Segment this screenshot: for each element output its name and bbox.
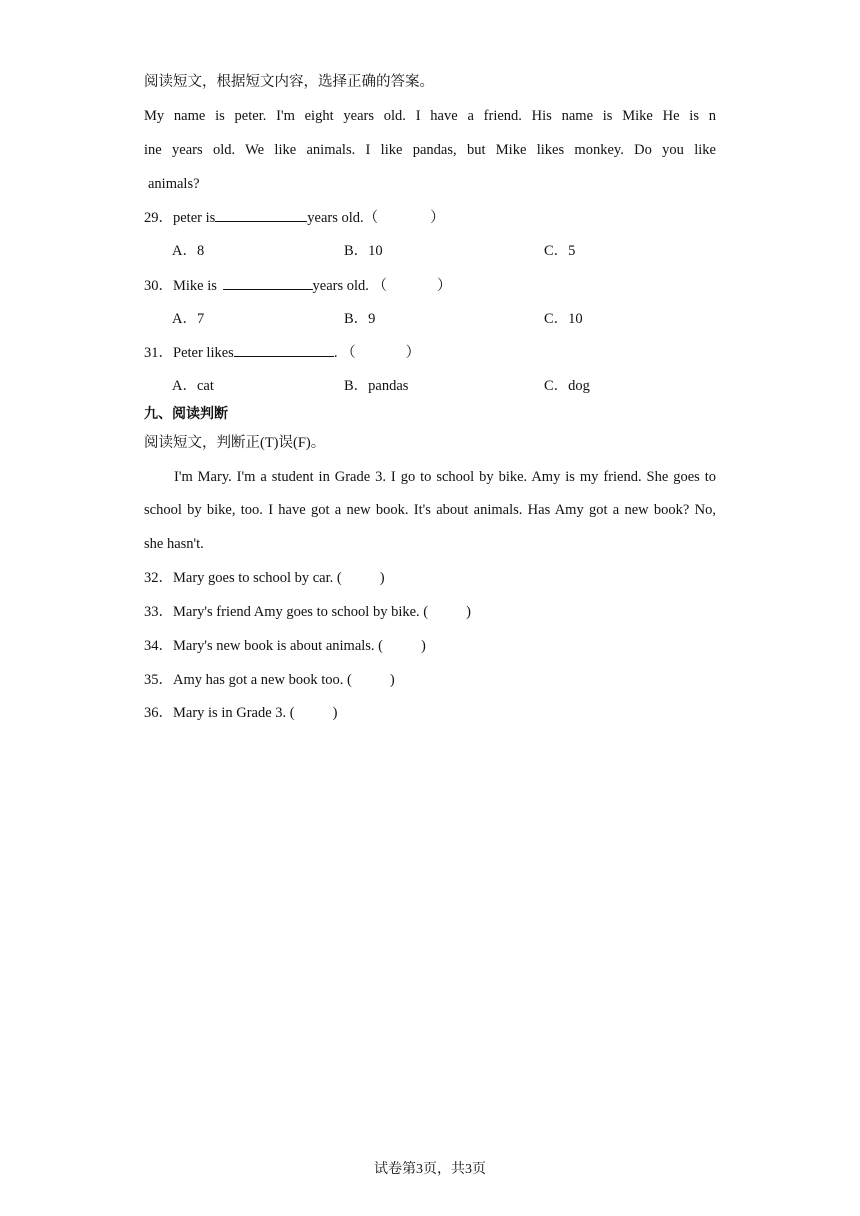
passage-line-1: I'm Mary. I'm a student in Grade 3. I go to school by bike. Amy is my friend. She goes to: [174, 469, 716, 485]
option-a[interactable]: [172, 309, 204, 329]
question-29: [144, 207, 445, 228]
question-36: [144, 703, 337, 723]
question-number: 35．: [144, 672, 173, 688]
question-text: Mary's friend Amy goes to school by bike. (: [173, 604, 429, 620]
close-paren: ）: [430, 210, 445, 226]
option-text: 8: [196, 243, 205, 259]
option-a[interactable]: [172, 241, 204, 261]
option-label: B．: [344, 243, 369, 259]
question-number: 29．: [144, 210, 173, 226]
question-number: 32．: [144, 570, 173, 586]
option-b[interactable]: [344, 376, 408, 396]
question-30: [144, 275, 452, 296]
section9-instruction: 阅读短文，判断正(T)误(F)。: [144, 435, 326, 451]
option-text: 7: [196, 311, 205, 327]
close-paren: ）: [437, 278, 452, 294]
question-text: Mary's new book is about animals. (: [173, 638, 384, 654]
option-text: 9: [368, 311, 376, 327]
option-label: B．: [344, 311, 369, 327]
option-text: 5: [568, 243, 576, 259]
question-text: Mike is: [173, 278, 221, 294]
question-text: years old.（: [307, 210, 379, 226]
question-number: 34．: [144, 638, 173, 654]
option-label: C．: [544, 311, 569, 327]
answer-blank[interactable]: [223, 275, 313, 290]
option-label: A．: [172, 311, 197, 327]
question-text: Mary goes to school by car. (: [173, 570, 342, 586]
question-number: 36．: [144, 705, 173, 721]
passage-line-3: animals?: [148, 176, 200, 192]
option-c[interactable]: [544, 376, 590, 396]
option-text: 10: [368, 243, 383, 259]
close-paren: ): [466, 604, 471, 620]
passage-line-2: school by bike, too. I have got a new book. It's about animals. Has Amy got a new book? No,: [144, 502, 716, 518]
option-a[interactable]: [172, 376, 214, 396]
option-c[interactable]: [544, 309, 583, 329]
question-text: peter is: [173, 210, 216, 226]
question-text: . （: [333, 345, 356, 361]
option-text: dog: [568, 378, 590, 394]
passage-line-3: she hasn't.: [144, 536, 204, 552]
option-label: C．: [544, 378, 569, 394]
option-text: pandas: [368, 378, 409, 394]
question-34: [144, 636, 426, 656]
question-text: Mary is in Grade 3. (: [173, 705, 295, 721]
option-label: B．: [344, 378, 369, 394]
close-paren: ): [421, 638, 426, 654]
page-footer: 试卷第3页，共3页: [374, 1162, 486, 1177]
close-paren: ): [389, 672, 395, 688]
question-text: Amy has got a new book too. (: [173, 672, 352, 688]
passage-line-1: My name is peter. I'm eight years old. I have a friend. His name is Mike He is n: [144, 108, 716, 124]
question-32: [144, 568, 385, 588]
close-paren: ): [379, 570, 385, 586]
passage-line-2: ine years old. We like animals. I like pandas, but Mike likes monkey. Do you like: [144, 142, 716, 158]
option-text: 10: [568, 311, 583, 327]
option-label: A．: [172, 378, 197, 394]
question-text: years old. （: [312, 278, 388, 294]
close-paren: ）: [405, 345, 421, 361]
question-31: [144, 342, 420, 363]
question-text: Peter likes: [173, 345, 234, 361]
option-label: C．: [544, 243, 569, 259]
answer-blank[interactable]: [234, 342, 334, 357]
section9-heading: 九、阅读判断: [144, 406, 228, 422]
close-paren: ): [332, 705, 338, 721]
option-c[interactable]: [544, 241, 575, 261]
question-35: [144, 670, 395, 690]
section8-instruction: 阅读短文，根据短文内容，选择正确的答案。: [144, 74, 434, 90]
question-number: 31．: [144, 345, 173, 361]
question-number: 30．: [144, 278, 173, 294]
question-number: 33．: [144, 604, 173, 620]
option-text: cat: [196, 378, 214, 394]
question-33: [144, 602, 471, 622]
answer-blank[interactable]: [215, 207, 307, 222]
option-b[interactable]: [344, 309, 375, 329]
option-b[interactable]: [344, 241, 383, 261]
option-label: A．: [172, 243, 197, 259]
